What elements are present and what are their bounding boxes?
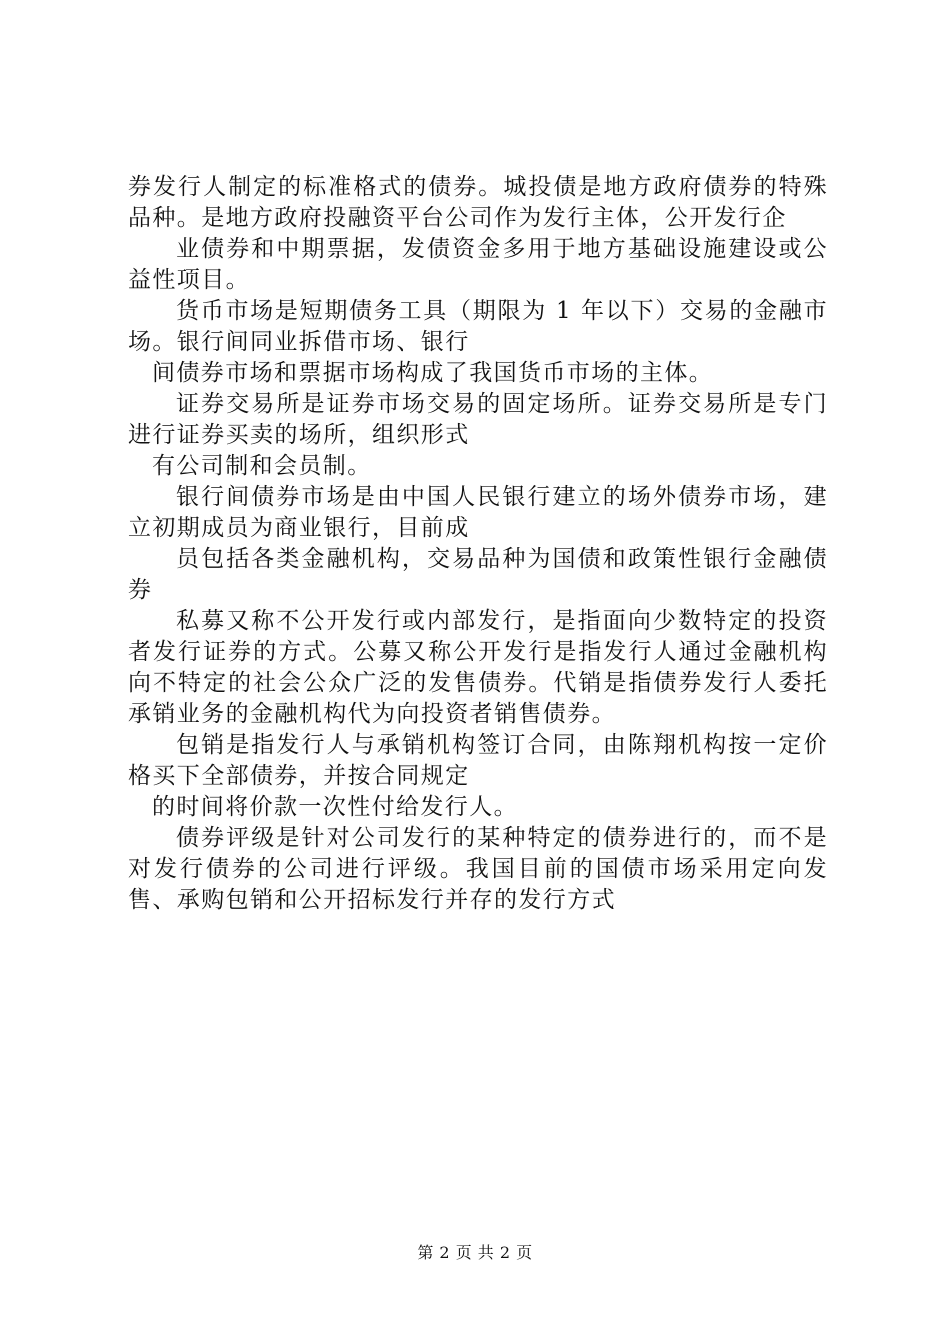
paragraph-interbank-bond-market-continued: 员包括各类金融机构，交易品种为国债和政策性银行金融债券	[128, 546, 828, 603]
paragraph-stock-exchange: 证券交易所是证券市场交易的固定场所。证券交易所是专门进行证券买卖的场所，组织形式	[128, 391, 828, 448]
paragraph-stock-exchange-continued: 有公司制和会员制。	[152, 453, 372, 479]
paragraph-bond-continued: 业债券和中期票据，发债资金多用于地方基础设施建设或公益性项目。	[128, 236, 828, 293]
paragraph-money-market: 货币市场是短期债务工具（期限为 1 年以下）交易的金融市场。银行间同业拆借市场、银行	[128, 298, 828, 355]
document-body	[128, 172, 828, 916]
paragraph-underwriting: 包销是指发行人与承销机构签订合同，由陈翔机构按一定价格买下全部债券，并按合同规定	[128, 732, 828, 789]
page-number-footer: 第 2 页 共 2 页	[417, 1243, 533, 1262]
paragraph-money-market-continued: 间债券市场和票据市场构成了我国货币市场的主体。	[152, 360, 714, 386]
paragraph-private-public-offering: 私募又称不公开发行或内部发行，是指面向少数特定的投资者发行证券的方式。公募又称公开发行是指发行人通过金融机构向不特定的社会公众广泛的发售债券。代销是指债券发行人委托承销业务的金融机构代为向投资者销售债券。	[128, 608, 828, 727]
paragraph-interbank-bond-market: 银行间债券市场是由中国人民银行建立的场外债券市场，建立初期成员为商业银行，目前成	[128, 484, 828, 541]
paragraph-underwriting-continued: 的时间将价款一次性付给发行人。	[152, 794, 518, 820]
paragraph-bond-intro: 券发行人制定的标准格式的债券。城投债是地方政府债券的特殊品种。是地方政府投融资平台公司作为发行主体，公开发行企	[128, 174, 828, 231]
paragraph-bond-rating: 债券评级是针对公司发行的某种特定的债券进行的，而不是对发行债券的公司进行评级。我国目前的国债市场采用定向发售、承购包销和公开招标发行并存的发行方式	[128, 825, 828, 913]
